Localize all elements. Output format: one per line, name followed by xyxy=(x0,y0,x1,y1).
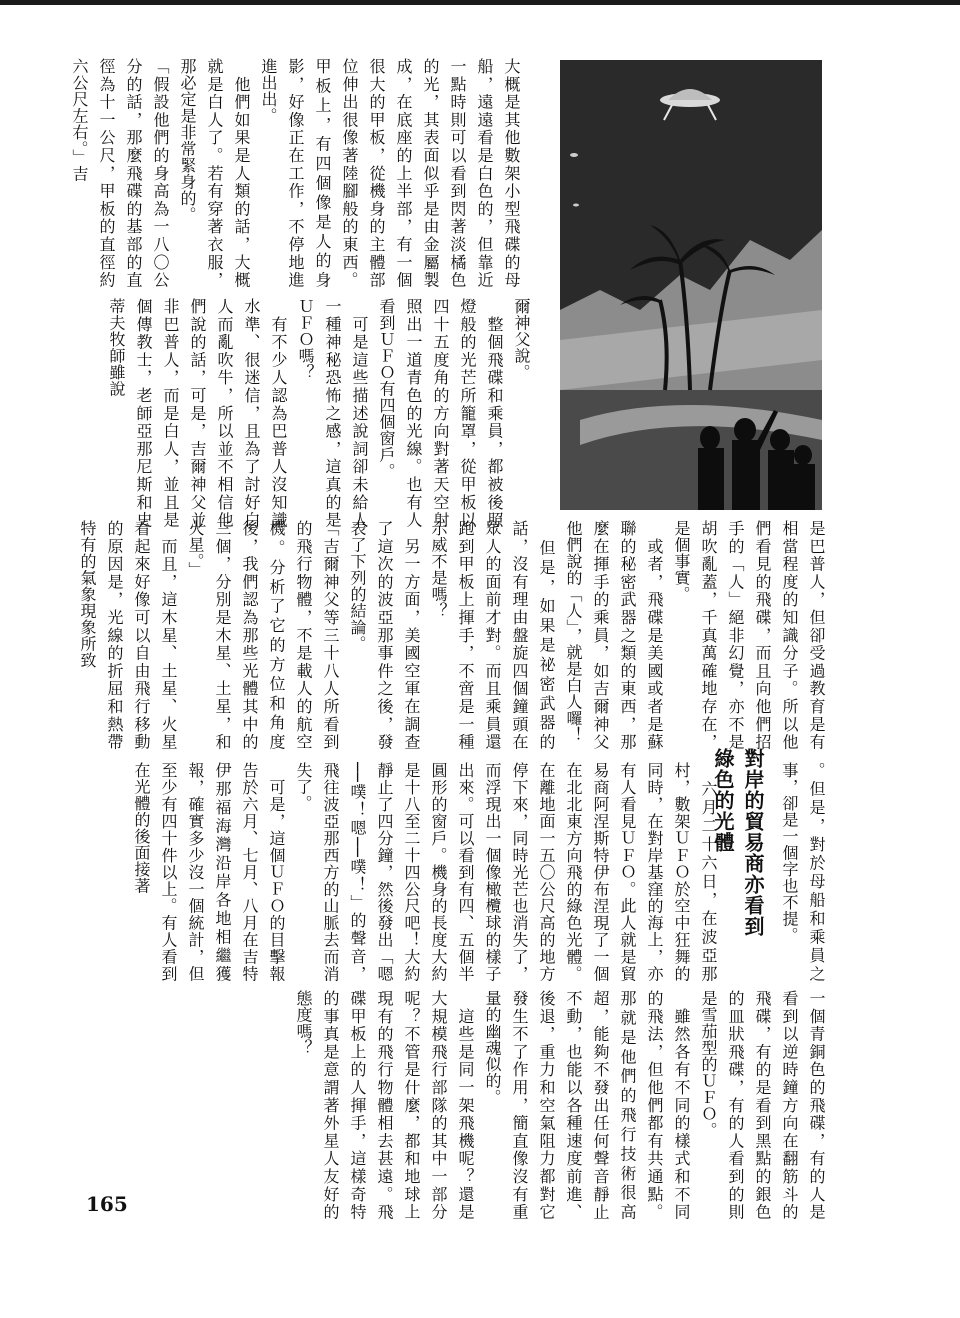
small-ufo-1 xyxy=(570,153,578,157)
page-number: 165 xyxy=(86,1192,128,1216)
text-column-lower-middle: 。但是，對於母船和乘員之事，卻是一個字也不提。 六月二十六日，在波亞那村，數架ＵＦＯ於空中狂舞的同時，在對岸基窪的海上，亦有人看見ＵＦＯ。此人就是貿易商阿涅斯特伊布涅現了一個在北北東方向飛的綠色光體。在離地面一五〇公尺高的地方停下來，同時光芒也消失了，而浮現出一個像橄欖球的樣子出來。可以看到有四、五個半圓形的窗戶。機身的長度大約是十八至二十四公尺吧！大約靜止了四分鐘，然後發出「嗯──噗！嗯──噗！」的聲音，飛往波亞那西方的山脈去而消失了。 可是，這個ＵＦＯ的目擊報告於六月、七月、八月在吉特伊那福海灣沿岸各地相繼獲報，確實多少沒一個統計，但至少有四十件以上。有人看到在光體的後面接著 xyxy=(132,762,826,982)
text-column-lower-right: 是巴普人，但卻受過教育是有相當程度的知識分子。所以他們看見的飛碟，而且向他們招手的「人」絕非幻覺，亦不是胡吹亂蓋，千真萬確地存在，是個事實。 或者，飛碟是美國或者是蘇聯的秘密武器之類的東西，那麼在揮手的乘員，如吉爾神父他們說的「人」，就是白人囉！ 但是，如果是祕密武器的話，沒有理由盤旋四個鐘頭在眾人的面前才對。而且乘員還跑到甲板上揮手，不啻是一種示威不是嗎？ 另一方面，美國空軍在調查了這次的波亞那事件之後，發表了下列的結論。 「吉爾神父等三十八人所看到的飛行物體，不是載人的航空機。分析了它的方位和角度後，我們認為那些光體其中的三個，分別是木星、土星，和火星。」 而且，這木星、土星、火星看起來好像可以自由飛行移動的原因是，光線的折屈和熱帶特有的氣象現象所致 xyxy=(78,520,826,750)
small-ufo-2 xyxy=(573,204,579,207)
text-column-lower-left: 一個青銅色的飛碟，有的人是看到以逆時鐘方向在翻筋斗的飛碟，有的是看到黑點的銀色的皿狀飛碟，有的人看到的則是雪茄型的ＵＦＯ。 雖然各有不同的樣式和不同的飛法，但他們都有共通點。那就是他們的飛行技術很高超，能夠不發出任何聲音靜止不動，也能以各種速度前進、後退，重力和空氣阻力都對它發生不了作用，簡直像沒有重量的幽魂似的。 這些是同一架飛機呢？還是大規模飛行部隊的其中一部分呢？不管是什麼，都和地球上現有的飛行物體相去甚遠。飛碟甲板上的人揮手，這樣奇特的事真是意謂著外星人友好的態度嗎？ xyxy=(294,990,826,1220)
top-edge-bar xyxy=(0,0,960,5)
ufo-illustration xyxy=(560,60,822,510)
text-column-upper-left: 大概是其他數架小型飛碟的母船，遠遠看是白色的，但靠近一點時則可以看到閃著淡橘色的光，其表面似乎是由金屬製成，在底座的上半部，有一個很大的甲板，從機身的主體部位伸出很像著陸腳般的東西。甲板上，有四個像是人的身影，好像正在工作，不停地進進出出。 他們如果是人類的話，大概就是白人了。若有穿著衣服，那必定是非常緊身的。 「假設他們的身高為一八〇公分的話，那麼飛碟的基部的直徑為十一公尺，甲板的直徑約六公尺左右。」吉 xyxy=(70,58,521,288)
text-column-upper-middle: 爾神父說。 整個飛碟和乘員，都被後照燈般的光芒所籠罩，從甲板以四十五度角的方向對著天空射照出一道青色的光線。也有人看到ＵＦＯ有四個窗戶。 可是這些描述說詞卻未給人一種神秘恐怖之感，這真的是ＵＦＯ嗎？ 有不少人認為巴普人沒知識水準、很迷信，且為了討好白人而亂吹牛，所以並不相信他們說的話，可是，吉爾神父並非巴普人，而是白人，並且是個傳教士，老師亞那尼斯和史蒂夫牧師雖說 xyxy=(107,298,531,528)
section-heading: 對岸的貿易商亦看到 綠色的光體 xyxy=(711,748,765,937)
